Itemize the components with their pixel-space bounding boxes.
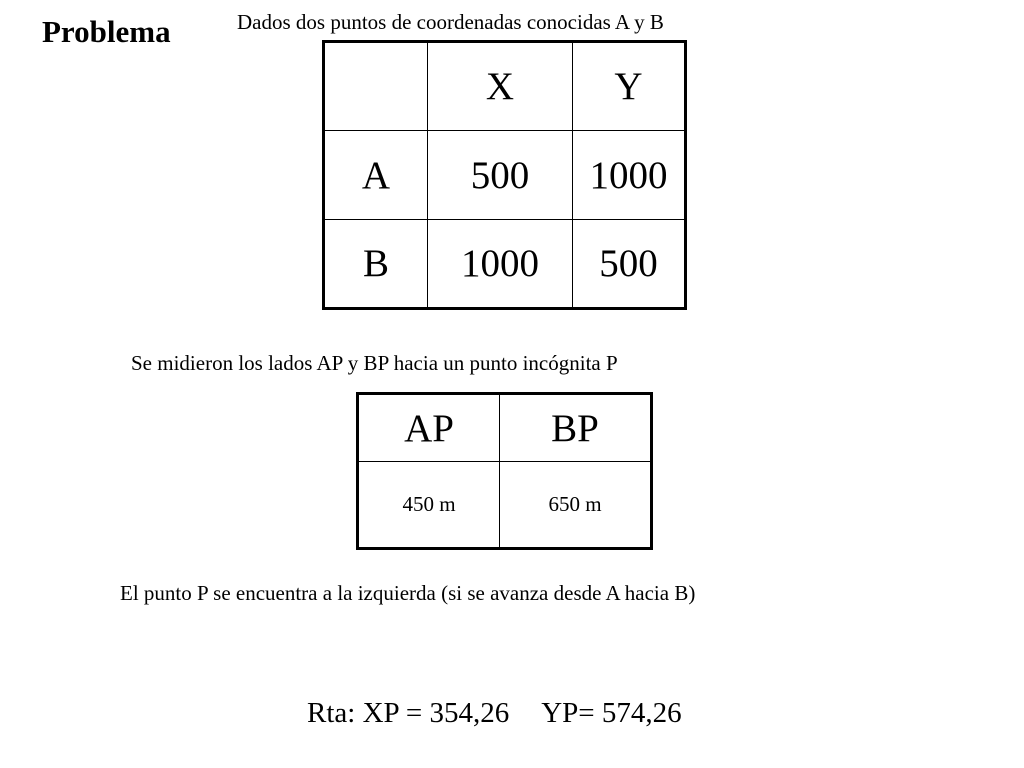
- table-header-row: [358, 394, 652, 462]
- table-cell: 500: [573, 220, 686, 309]
- table-header-row: [324, 42, 686, 131]
- answer-xp: XP = 354,26: [362, 697, 510, 729]
- table-cell: 1000: [428, 220, 573, 309]
- table-row: [358, 462, 652, 549]
- table-cell: 500: [428, 131, 573, 220]
- table-header-cell: BP: [500, 394, 652, 462]
- table-cell: B: [324, 220, 428, 309]
- answer-yp: YP= 574,26: [541, 697, 682, 729]
- intro-text: Dados dos puntos de coordenadas conocidas A y B: [237, 10, 664, 34]
- measurement-text: Se midieron los lados AP y BP hacia un punto incógnita P: [131, 351, 618, 375]
- table-cell: A: [324, 131, 428, 220]
- table-header-cell: AP: [358, 394, 500, 462]
- table-cell: 450 m: [358, 462, 500, 549]
- answer-line: [307, 697, 682, 730]
- table-row: [324, 131, 686, 220]
- table-header-cell: Y: [573, 42, 686, 131]
- measurements-table: [356, 392, 653, 550]
- answer-label: Rta:: [307, 697, 356, 729]
- coordinates-table: [322, 40, 687, 310]
- problem-title: Problema: [42, 14, 171, 49]
- table-header-cell: [324, 42, 428, 131]
- table-cell: 650 m: [500, 462, 652, 549]
- table-cell: 1000: [573, 131, 686, 220]
- table-header-cell: X: [428, 42, 573, 131]
- table-row: [324, 220, 686, 309]
- side-condition-text: El punto P se encuentra a la izquierda (si se avanza desde A hacia B): [120, 581, 696, 605]
